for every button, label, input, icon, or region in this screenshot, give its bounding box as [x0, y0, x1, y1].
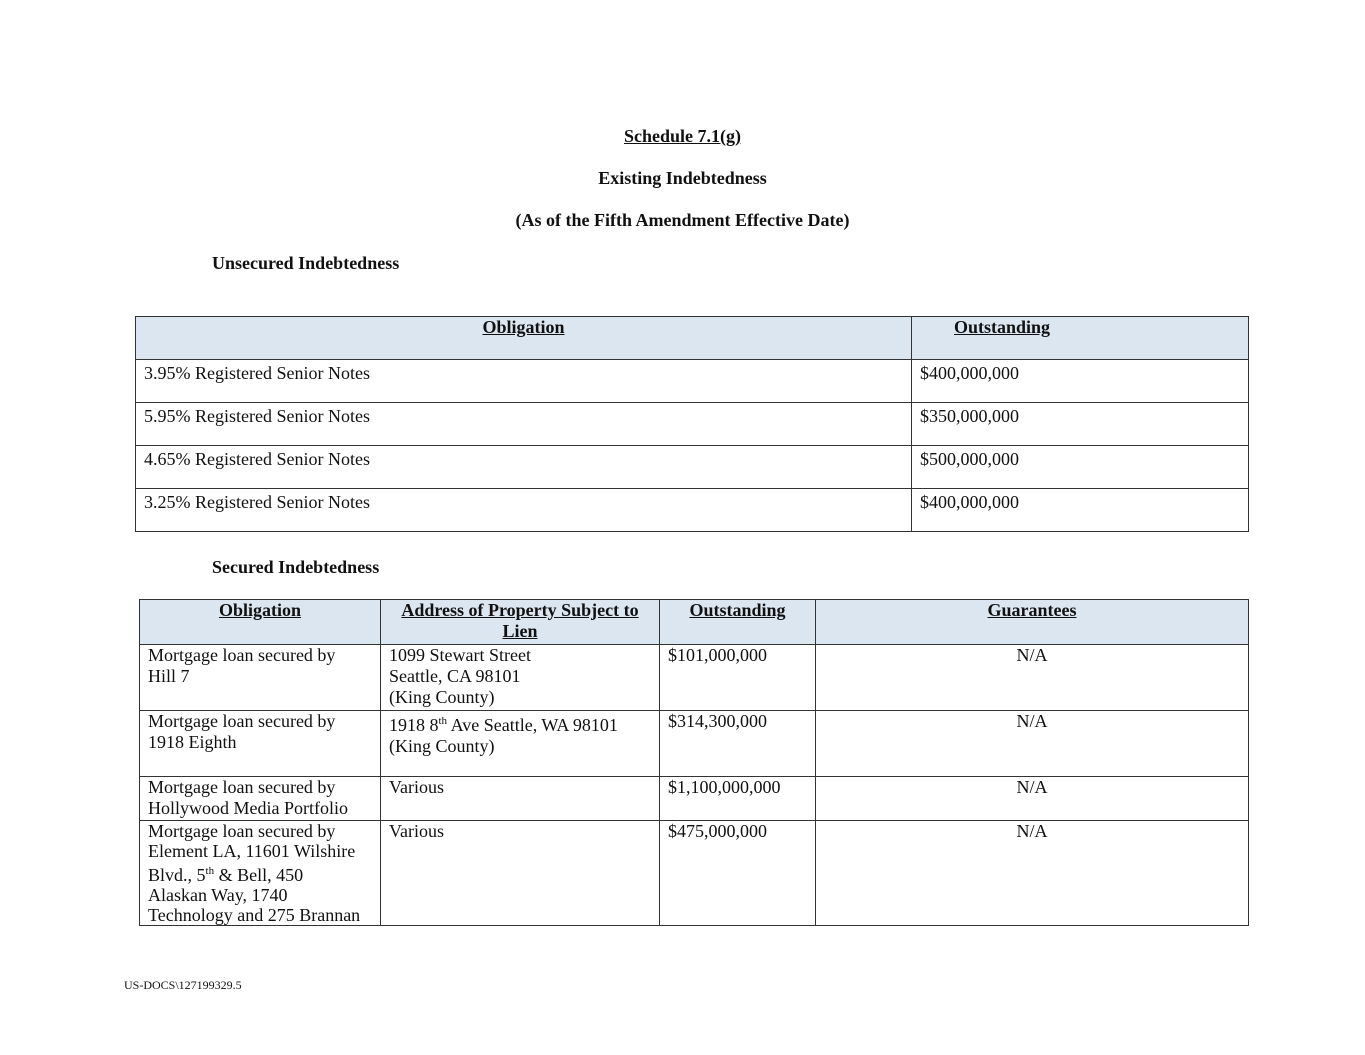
outstanding-cell: $101,000,000 [660, 645, 816, 711]
table-row [136, 360, 1249, 403]
table-row [140, 777, 1249, 821]
address-cell: Various [381, 821, 660, 926]
secured-table [139, 599, 1249, 926]
table-row [140, 711, 1249, 777]
obligation-cell: 4.65% Registered Senior Notes [136, 446, 912, 489]
document-id-footer: US-DOCS\127199329.5 [124, 978, 242, 992]
outstanding-cell: $400,000,000 [912, 360, 1249, 403]
outstanding-cell: $314,300,000 [660, 711, 816, 777]
schedule-title: Schedule 7.1(g) [624, 126, 741, 146]
guarantees-cell: N/A [816, 821, 1249, 926]
outstanding-cell: $400,000,000 [912, 489, 1249, 532]
table-row [136, 403, 1249, 446]
col-guarantees-header: Guarantees [816, 600, 1249, 645]
unsecured-table [135, 316, 1249, 532]
obligation-cell: Mortgage loan secured by 1918 Eighth [140, 711, 381, 777]
table-row [140, 821, 1249, 926]
obligation-cell: 3.25% Registered Senior Notes [136, 489, 912, 532]
guarantees-cell: N/A [816, 645, 1249, 711]
document-title: Existing Indebtedness [598, 168, 767, 188]
table-row [140, 645, 1249, 711]
outstanding-cell: $475,000,000 [660, 821, 816, 926]
obligation-cell: 5.95% Registered Senior Notes [136, 403, 912, 446]
secured-heading: Secured Indebtedness [212, 557, 380, 577]
table-row [136, 489, 1249, 532]
outstanding-cell: $500,000,000 [912, 446, 1249, 489]
col-outstanding-header: Outstanding [912, 317, 1249, 360]
col-outstanding-header: Outstanding [660, 600, 816, 645]
address-cell: 1099 Stewart Street Seattle, CA 98101 (King County) [381, 645, 660, 711]
guarantees-cell: N/A [816, 777, 1249, 821]
obligation-cell: Mortgage loan secured by Hollywood Media Portfolio [140, 777, 381, 821]
outstanding-cell: $350,000,000 [912, 403, 1249, 446]
col-address-header: Address of Property Subject to Lien [381, 600, 660, 645]
guarantees-cell: N/A [816, 711, 1249, 777]
unsecured-heading: Unsecured Indebtedness [212, 253, 400, 273]
outstanding-cell: $1,100,000,000 [660, 777, 816, 821]
table-header-row [136, 317, 1249, 360]
table-header-row [140, 600, 1249, 645]
col-obligation-header: Obligation [140, 600, 381, 645]
document-subtitle: (As of the Fifth Amendment Effective Date) [515, 210, 850, 230]
address-cell: Various [381, 777, 660, 821]
obligation-cell: 3.95% Registered Senior Notes [136, 360, 912, 403]
address-cell: 1918 8th Ave Seattle, WA 98101 (King County) [381, 711, 660, 777]
table-row [136, 446, 1249, 489]
col-obligation-header: Obligation [136, 317, 912, 360]
obligation-cell: Mortgage loan secured by Element LA, 11601 Wilshire Blvd., 5th & Bell, 450 Alaskan Way, 1740 Technology and 275 Brannan [140, 821, 381, 926]
obligation-cell: Mortgage loan secured by Hill 7 [140, 645, 381, 711]
